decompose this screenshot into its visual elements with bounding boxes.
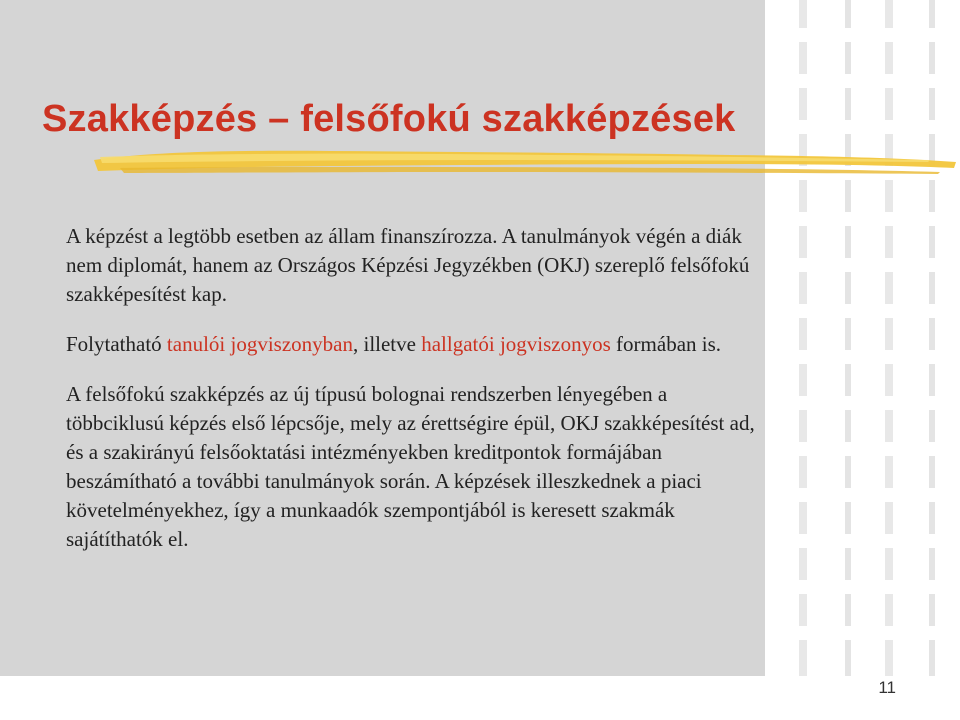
legal-status-highlight-higher-ed: hallgatói jogviszonyos — [421, 332, 611, 356]
striped-decoration — [765, 0, 960, 676]
legal-status-tail: formában is. — [610, 332, 722, 356]
title-underline-brush — [90, 138, 960, 178]
paragraph-bologna: A felsőfokú szakképzés az új típusú bolognai rendszerben lényegében a többciklusú képzés első lépcsője, mely az érettségire épül, OKJ szakképesítést ad, és a szakirányú felsőoktatási intézményekben kreditpontok formájában beszámítható a további tanulmányok során. A képzések illeszkednek a piaci követelményekhez, így a munkaadók szempontjából is keresett szakmák sajátíthatók el. — [66, 382, 755, 551]
legal-status-highlight-student: tanulói jogviszonyban — [166, 332, 353, 356]
legal-status-lead: Folytatható — [66, 332, 167, 356]
paragraph-financing: A képzést a legtöbb esetben az állam finanszírozza. A tanulmányok végén a diák nem diplomát, hanem az Országos Képzési Jegyzékben (OKJ) szereplő felsőfokú szakképesítést kap. — [66, 224, 750, 306]
legal-status-middle: , illetve — [352, 332, 422, 356]
slide-title: Szakképzés – felsőfokú szakképzések — [42, 98, 736, 140]
paragraph-legal-status — [66, 330, 766, 359]
slide-footer — [0, 676, 960, 720]
page-number: 11 — [878, 678, 896, 697]
slide-body — [66, 222, 766, 554]
